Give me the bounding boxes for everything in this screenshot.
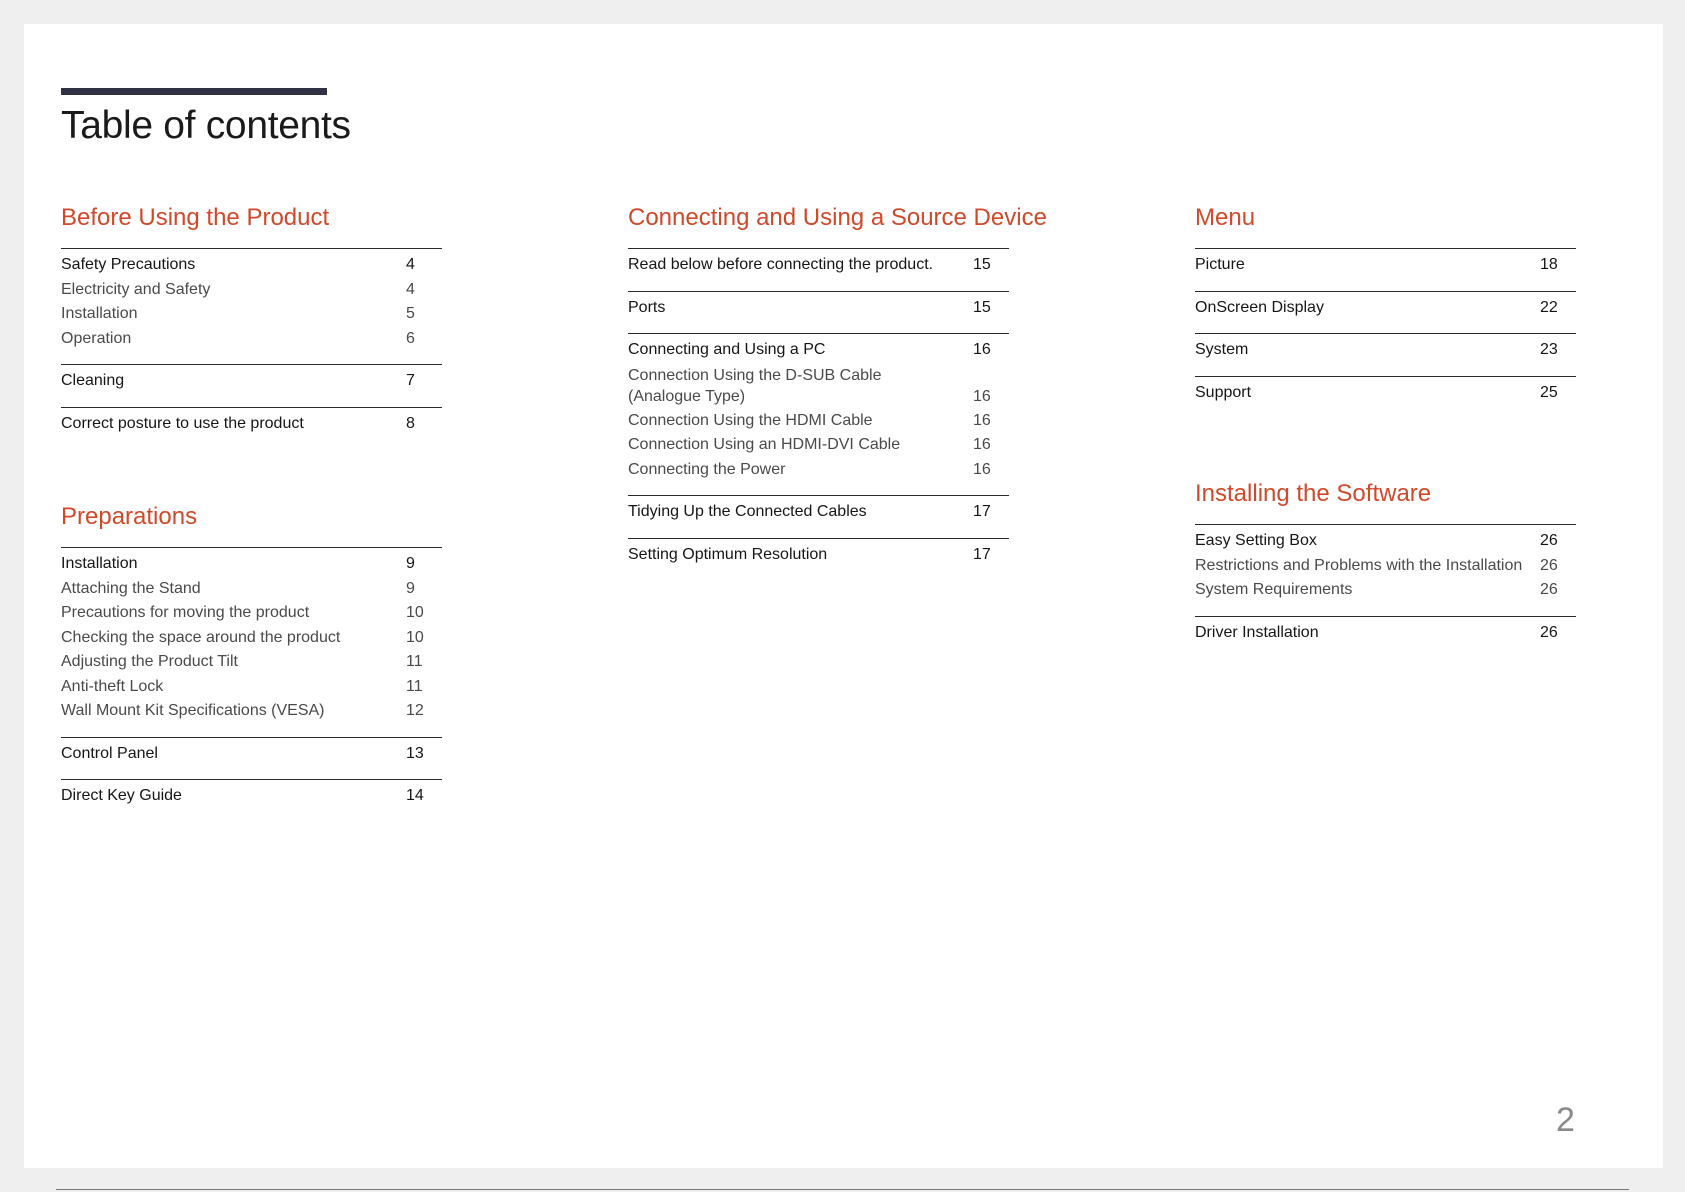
toc-section-installing-the-software (1195, 478, 1576, 658)
toc-entry-support[interactable] (1195, 381, 1576, 406)
toc-entry-setting-optimum-resolution[interactable] (628, 543, 1009, 568)
toc-entry-onscreen-display[interactable] (1195, 296, 1576, 321)
section-title: Preparations (61, 503, 198, 530)
toc-entry-page-number: 18 (1540, 256, 1558, 273)
toc-entry-page-number: 17 (973, 503, 991, 520)
toc-entry-page-number: 17 (973, 545, 991, 563)
toc-entry-installation[interactable] (61, 302, 442, 327)
toc-entry-page-number: 25 (1540, 383, 1558, 401)
toc-section-before-using-the-product (61, 202, 442, 449)
toc-entry-checking-the-space-around-the-product[interactable] (61, 626, 442, 651)
toc-entry-label: Connection Using the D-SUB Cable (Analogue Type) (628, 366, 882, 405)
toc-entry-operation[interactable] (61, 327, 442, 352)
toc-entry-page-number: 11 (406, 653, 423, 670)
toc-entry-page-number: 26 (1540, 556, 1558, 574)
toc-group (1195, 376, 1576, 419)
toc-group (628, 538, 1009, 581)
toc-group (61, 364, 442, 407)
toc-entry-wall-mount-kit-specifications-vesa[interactable] (61, 699, 442, 724)
toc-entry-label: Connecting the Power (628, 460, 786, 478)
toc-entry-page-number: 10 (406, 628, 424, 646)
toc-entry-page-number: 10 (406, 604, 424, 621)
toc-entry-label: Operation (61, 329, 132, 347)
toc-entry-driver-installation[interactable] (1195, 621, 1576, 646)
toc-entry-correct-posture-to-use-the-product[interactable] (61, 412, 442, 437)
toc-entry-connecting-and-using-a-pc[interactable] (628, 338, 1009, 363)
toc-group (628, 291, 1009, 334)
section-title: Installing the Software (1195, 480, 1432, 507)
toc-entry-page-number: 5 (406, 305, 415, 322)
toc-entry-page-number: 15 (973, 298, 991, 316)
toc-entry-easy-setting-box[interactable] (1195, 529, 1576, 554)
toc-entry-page-number: 16 (973, 411, 991, 429)
toc-entry-label: Direct Key Guide (61, 787, 182, 804)
toc-entry-connection-using-an-hdmi-dvi-cable[interactable] (628, 433, 1009, 458)
toc-entry-system[interactable] (1195, 338, 1576, 363)
toc-entry-system-requirements[interactable] (1195, 578, 1576, 603)
toc-section-preparations (61, 501, 442, 822)
toc-entry-page-number: 26 (1540, 623, 1558, 641)
toc-section-menu (1195, 202, 1576, 418)
toc-entry-page-number: 23 (1540, 341, 1558, 358)
toc-entry-cleaning[interactable] (61, 369, 442, 394)
toc-entry-page-number: 22 (1540, 298, 1558, 316)
toc-entry-page-number: 8 (406, 414, 415, 432)
toc-entry-safety-precautions[interactable] (61, 253, 442, 278)
toc-entry-label: Support (1195, 383, 1252, 401)
toc-entry-page-number: 9 (406, 579, 415, 597)
toc-entry-label: Setting Optimum Resolution (628, 545, 828, 563)
toc-entry-page-number: 13 (406, 744, 424, 762)
toc-entry-page-number: 11 (406, 677, 423, 695)
toc-entry-control-panel[interactable] (61, 742, 442, 767)
toc-entry-label: System (1195, 341, 1249, 358)
toc-entry-label: Electricity and Safety (61, 280, 211, 298)
toc-entry-page-number: 16 (973, 436, 991, 453)
toc-entry-page-number: 16 (973, 460, 991, 478)
toc-entry-label: Ports (628, 298, 666, 316)
bottom-rule (56, 1189, 1629, 1190)
toc-entry-label: Checking the space around the product (61, 628, 341, 646)
toc-entry-label: System Requirements (1195, 581, 1353, 598)
toc-group (1195, 524, 1576, 616)
toc-entry-label: Connection Using the HDMI Cable (628, 411, 873, 429)
toc-entry-page-number: 4 (406, 280, 415, 298)
toc-entry-connection-using-the-hdmi-cable[interactable] (628, 409, 1009, 434)
toc-entry-page-number: 26 (1540, 532, 1558, 549)
toc-group (1195, 291, 1576, 334)
toc-group (61, 737, 442, 780)
toc-entry-label: Correct posture to use the product (61, 414, 304, 432)
toc-column-1 (61, 202, 442, 822)
toc-entry-label: Adjusting the Product Tilt (61, 653, 238, 670)
toc-entry-label: Connection Using an HDMI-DVI Cable (628, 436, 901, 453)
toc-section-connecting-and-using-a-source-device (628, 202, 1047, 580)
toc-entry-page-number: 15 (973, 256, 991, 273)
section-title: Connecting and Using a Source Device (628, 204, 1047, 231)
toc-entry-label: Wall Mount Kit Specifications (VESA) (61, 702, 325, 719)
toc-group (1195, 616, 1576, 659)
toc-entry-label: Precautions for moving the product (61, 604, 310, 621)
toc-group (628, 333, 1009, 495)
toc-entry-ports[interactable] (628, 296, 1009, 321)
toc-entry-label: Driver Installation (1195, 623, 1319, 641)
toc-group (628, 495, 1009, 538)
toc-entry-attaching-the-stand[interactable] (61, 577, 442, 602)
toc-entry-label: Read below before connecting the product. (628, 256, 934, 273)
toc-entry-anti-theft-lock[interactable] (61, 675, 442, 700)
toc-entry-label: Installation (61, 305, 138, 322)
toc-column-2 (628, 202, 1047, 580)
toc-entry-label: Picture (1195, 256, 1245, 273)
toc-entry-label: Easy Setting Box (1195, 532, 1317, 549)
toc-entry-label: Safety Precautions (61, 256, 196, 273)
toc-group (61, 547, 442, 737)
toc-entry-electricity-and-safety[interactable] (61, 278, 442, 303)
toc-group (1195, 333, 1576, 376)
toc-entry-restrictions-and-problems-with-the-installation[interactable] (1195, 554, 1576, 579)
toc-entry-page-number: 16 (973, 387, 991, 405)
toc-entry-label: Connecting and Using a PC (628, 341, 826, 358)
toc-group (61, 248, 442, 364)
toc-entry-label: Control Panel (61, 744, 158, 762)
toc-column-3 (1195, 202, 1576, 658)
toc-entry-page-number: 26 (1540, 581, 1558, 598)
toc-entry-label: Restrictions and Problems with the Installation (1195, 556, 1523, 574)
section-title: Before Using the Product (61, 204, 330, 231)
toc-group (1195, 248, 1576, 291)
toc-group (61, 779, 442, 822)
toc-entry-precautions-for-moving-the-product[interactable] (61, 601, 442, 626)
toc-entry-tidying-up-the-connected-cables[interactable] (628, 500, 1009, 525)
toc-entry-adjusting-the-product-tilt[interactable] (61, 650, 442, 675)
title-accent-bar (61, 88, 327, 95)
toc-group (61, 407, 442, 450)
toc-entry-page-number: 7 (406, 372, 415, 389)
toc-entry-label: Tidying Up the Connected Cables (628, 503, 867, 520)
page-title: Table of contents (61, 104, 351, 147)
toc-entry-connecting-the-power[interactable] (628, 458, 1009, 483)
toc-entry-page-number: 14 (406, 787, 424, 804)
toc-entry-page-number: 12 (406, 702, 424, 719)
section-title: Menu (1195, 204, 1256, 231)
toc-group (628, 248, 1009, 291)
toc-entry-picture[interactable] (1195, 253, 1576, 278)
toc-entry-connection-using-the-d-sub-cable-analogue-type[interactable] (628, 363, 1009, 409)
toc-entry-page-number: 4 (406, 256, 415, 273)
toc-entry-label: OnScreen Display (1195, 298, 1324, 316)
toc-entry-page-number: 9 (406, 555, 415, 572)
toc-entry-page-number: 16 (973, 341, 991, 358)
toc-entry-installation[interactable] (61, 552, 442, 577)
toc-entry-read-below-before-connecting-the-product[interactable] (628, 253, 1009, 278)
toc-entry-label: Attaching the Stand (61, 579, 201, 597)
toc-entry-label: Cleaning (61, 372, 125, 389)
toc-entry-direct-key-guide[interactable] (61, 784, 442, 809)
toc-entry-label: Installation (61, 555, 138, 572)
page-number: 2 (1556, 1101, 1575, 1139)
toc-entry-page-number: 6 (406, 329, 415, 347)
toc-entry-label: Anti-theft Lock (61, 677, 164, 695)
